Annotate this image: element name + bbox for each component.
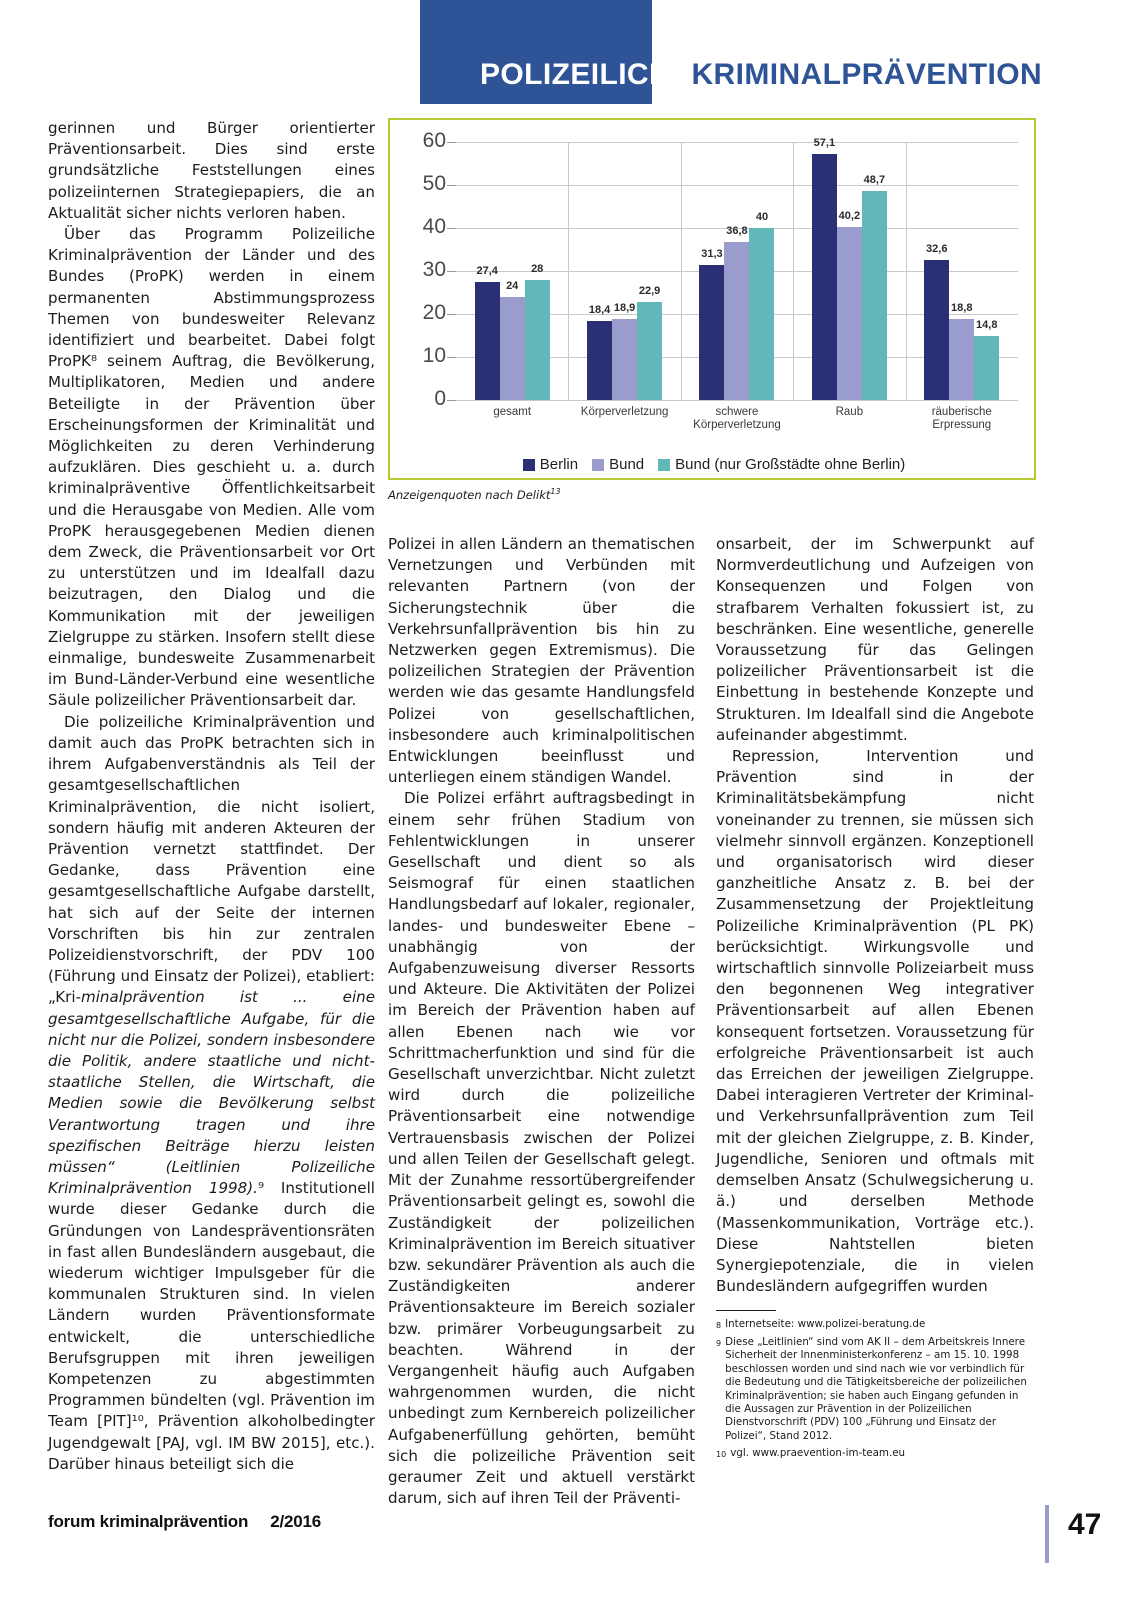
body-column-1 xyxy=(48,118,375,1475)
footnote-text: vgl. www.praevention-im-team.eu xyxy=(730,1447,906,1460)
footnote-item xyxy=(716,1318,1034,1332)
figure-caption xyxy=(388,487,888,502)
footnote-text: Diese „Leitlinien“ sind vom AK II – dem Arbeitskreis Innere Sicherheit der Innenministerkonferenz – am 15. 10. 1998 beschlossen worden und sind nach wie vor verbindlich für die Bedeutung und die Tätigkeitsbereiche der polizeilichen Kriminalprävention; sie haben auch Eingang gefunden in die Aussagen zur Prävention in der Polizeilichen Dienstvorschrift (PDV) 100 „Führung und Einsatz der Polizei“, Stand 2012. xyxy=(725,1336,1027,1442)
chart-legend-swatch xyxy=(523,459,535,471)
chart-bar xyxy=(749,211,774,400)
chart-bar-value-label: 22,9 xyxy=(638,284,661,297)
chart-bar-value-label: 24 xyxy=(506,279,519,292)
chart-bar xyxy=(949,302,974,400)
chart-x-label: gesamt xyxy=(493,406,532,418)
footnote-item xyxy=(716,1336,1034,1443)
footer-issue: 2/2016 xyxy=(270,1512,321,1531)
chart-bar-value-label: 32,6 xyxy=(926,242,948,255)
chart-bar-value-label: 40,2 xyxy=(838,210,861,223)
chart-x-label: Raub xyxy=(835,406,864,418)
chart-x-label: schwere Körperverletzung xyxy=(693,406,781,431)
gridline-0 xyxy=(434,387,1018,410)
chart-bar-value-label: 18,4 xyxy=(588,303,611,316)
chart-legend-label: Berlin xyxy=(539,456,579,473)
footnote-number: 9 xyxy=(716,1339,722,1348)
chart-legend-swatch xyxy=(592,459,604,471)
footnote-separator-rule xyxy=(716,1310,776,1311)
paragraph-c2-1: Polizei in allen Ländern an thematischen Vernetzungen und Verbünden mit relevanten Partnern (von der Sicherungstechnik über die Verkehrsunfallprävention bis hin zu Netzwerken gegen Extremismus). Die polizeilichen Strategien der Prävention werden wie das gesamte Handlungsfeld Polizei von gesellschaftlichen, insbesondere auch kriminalpolitischen Entwicklungen beeinflusst und unterliegen einem ständigen Wandel. xyxy=(388,535,695,787)
body-column-2 xyxy=(388,534,695,1509)
chart-x-label: räuberische Erpressung xyxy=(931,406,992,431)
chart-bar-value-label: 40 xyxy=(755,211,769,223)
chart-legend-item xyxy=(523,456,578,473)
chart-bar xyxy=(862,173,887,400)
chart-plot-area xyxy=(422,129,1018,410)
chart-bar-group xyxy=(587,142,662,400)
ytick-label-60: 60 xyxy=(422,129,446,152)
footer-accent-rule xyxy=(1045,1505,1049,1563)
chart-legend-item xyxy=(592,456,644,473)
chart-bar-value-label: 57,1 xyxy=(813,137,836,150)
ytick-label-10: 10 xyxy=(422,344,446,367)
footnote-list xyxy=(716,1318,1034,1461)
footer-publication-name: forum kriminalprävention xyxy=(48,1512,249,1531)
figure-caption-superscript: 13 xyxy=(550,487,561,496)
paragraph-c3-1: onsarbeit, der im Schwerpunkt auf Normverdeutlichung und Aufzeigen von Konsequenzen und Folgen von strafbarem Verhalten fokussiert ist, zu beschränken. Eine wesentliche, generelle Voraussetzung für das Gelingen polizeilicher Präventionsarbeit ist die Einbettung in bestehende Konzepte und Strukturen. Im Idealfall sind die Angebote aufeinander abgestimmt. xyxy=(716,535,1034,744)
chart-x-axis-labels xyxy=(456,406,1018,452)
page-number: 47 xyxy=(1068,1508,1102,1541)
ytick-label-20: 20 xyxy=(422,301,446,324)
footnote-number: 10 xyxy=(716,1450,727,1460)
paragraph-c1-3-quote: minalprävention ist ... eine gesamtgesellschaftliche Aufgabe, für die nicht nur die Polizei, sondern insbesondere die Politik, andere staatliche und nicht-staatliche Stellen, die Wirtschaft, die Medien sowie die Bevölkerung selbst Verantwortung tragen und ihre spezifischen Beiträge hierzu leisten müssen“ (Leitlinien Polizeiliche Kriminalprävention 1998). xyxy=(48,988,375,1198)
figure-chart xyxy=(388,118,1036,480)
paragraph-c1-3-post: ⁹ Institutionell wurde dieser Gedanke durch die Gründungen von Landespräventionsräten in fast allen Bundesländern ausgebaut, die wiederum wichtiger Impulsgeber für die kommunalen Strukturen sind. In vielen Ländern wurden Präventionsformate entwickelt, die unterschiedliche Berufsgruppen mit ihren jeweiligen Kompetenzen zu abgestimmten Programmen bündelten (vgl. Prävention im Team [PIT]¹⁰, Prävention alkoholbedingter Jugendgewalt [PAJ, vgl. IM BW 2015], etc.). Darüber hinaus beteiligt sich die xyxy=(48,1179,375,1473)
chart-bar-value-label: 14,8 xyxy=(976,319,998,332)
chart-bar xyxy=(974,319,999,400)
chart-bar xyxy=(475,265,500,400)
footnotes-block xyxy=(716,1310,1034,1465)
chart-bar xyxy=(724,224,749,400)
chart-bar xyxy=(525,262,550,400)
header-title-primary: POLIZEILICHE xyxy=(480,58,692,91)
paragraph-c2-2: Die Polizei erfährt auftragsbedingt in einem sehr frühen Stadium von Fehlentwicklungen in unserer Gesellschaft und dient so als Seismograf für einen staatlichen Handlungsbedarf auf lokaler, regionaler, landes- und bundesweiter Ebene – unabhängig von der Aufgabenzuweisung diverser Ressorts und Akteure. Die Aktivitäten der Polizei im Bereich der Prävention haben auf allen Ebenen nach wie vor Schrittmacherfunktion und sind für die Gesellschaft unverzichtbar. Nicht zuletzt wird durch die polizeiliche Präventionsarbeit eine notwendige Vertrauensbasis zwischen der Polizei und allen Teilen der Gesellschaft gelegt. Mit der Zunahme ressortübergreifender Präventionsarbeit gelingt es, sowohl die Zuständigkeit der polizeilichen Kriminalprävention im Bereich situativer bzw. sekundärer Prävention als auch die Zuständigkeiten anderer Präventionsakteure im Bereich sozialer bzw. primärer Vorbeugungsarbeit zu beachten. Während in der Vergangenheit häufig auch Aufgaben wahrgenommen wurden, die nicht unbedingt zum Kernbereich polizeilicher Aufgabenerfüllung gehörten, bemüht sich die polizeiliche Prävention seit geraumer Zeit und aktuell verstärkt darum, sich auf ihren Teil der Präventi- xyxy=(388,789,695,1508)
chart-bar-group xyxy=(812,137,887,400)
paragraph-c3-2: Repression, Intervention und Prävention sind in der Kriminalitätsbekämpfung nicht voneinander zu trennen, sie müssen sich vielmehr sinnvoll ergänzen. Konzeptionell und organisatorisch wird dieser ganzheitliche Ansatz z. B. bei der Zusammensetzung der Projektleitung Polizeiliche Kriminalprävention (PL PK) berücksichtigt. Wirkungsvolle und wirtschaftlich sinnvolle Polizeiarbeit muss den begonnenen Weg integrativer Präventionsarbeit auf allen Ebenen konsequent fortsetzen. Voraussetzung für erfolgreiche Präventionsarbeit ist auch das Erreichen der jeweiligen Zielgruppe. Dabei interagieren Vertreter der Kriminal- und Verkehrsunfallprävention zum Teil mit der gleichen Zielgruppe, z. B. Kinder, Jugendliche, Senioren und oftmals mit demselben Ansatz (Schulwegsicherung u. ä.) und derselben Methode (Massenkommunikation, Vorträge etc.). Diese Nahtstellen bieten Synergiepotenziale, die in vielen Bundesländern aufgegriffen wurden xyxy=(716,747,1034,1296)
chart-bar xyxy=(837,210,862,400)
ytick-label-40: 40 xyxy=(422,215,446,238)
chart-bar xyxy=(812,137,837,400)
chart-bar xyxy=(500,279,525,400)
header-title-secondary: KRIMINALPRÄVENTION xyxy=(691,58,1043,91)
chart-bar xyxy=(587,303,612,400)
chart-legend xyxy=(390,456,1038,473)
chart-bar-group xyxy=(699,142,774,400)
chart-bar-value-label: 27,4 xyxy=(476,265,498,278)
chart-bar-groups xyxy=(456,137,1018,400)
chart-bar xyxy=(924,242,949,400)
chart-bar-value-label: 28 xyxy=(531,262,544,275)
chart-bar-value-label: 36,8 xyxy=(726,224,748,237)
chart-bar-value-label: 31,3 xyxy=(701,248,723,261)
footer-publication xyxy=(48,1512,321,1532)
chart-bar-group xyxy=(924,142,999,400)
figure-caption-text: Anzeigenquoten nach Delikt xyxy=(388,487,551,502)
paragraph-c1-1: gerinnen und Bürger orientierter Präventionsarbeit. Dies sind erste grundsätzliche Feststellungen eines polizeiinternen Strategiepapiers, die an Aktualität sicher nichts verloren haben. xyxy=(48,119,375,222)
chart-bar xyxy=(637,284,662,400)
chart-bar-group xyxy=(475,142,550,400)
chart-legend-label: Bund xyxy=(609,456,645,473)
chart-bar-value-label: 18,8 xyxy=(951,302,973,315)
chart-bar-value-label: 18,9 xyxy=(613,301,636,314)
chart-container xyxy=(388,118,1036,480)
body-column-3 xyxy=(716,534,1034,1297)
ytick-label-50: 50 xyxy=(422,172,446,195)
ytick-label-30: 30 xyxy=(422,258,446,281)
ytick-label-0: 0 xyxy=(434,387,446,410)
chart-bar-value-label: 48,7 xyxy=(863,173,886,186)
header-title xyxy=(420,0,1132,104)
paragraph-c1-2: Über das Programm Polizeiliche Kriminalprävention der Länder und des Bundes (ProPK) werden in einem permanenten Abstimmungsprozess Themen von bundesweiter Relevanz identifiziert und bearbeitet. Dabei folgt ProPK⁸ seinem Auftrag, die Bevölkerung, Multiplikatoren, Medien und andere Beteiligte in der Prävention über Erscheinungsformen der Kriminalität und Möglichkeiten zu deren Verhinderung aufzuklären. Dies geschieht u. a. durch kriminalpräventive Öffentlichkeitsarbeit und die Herausgabe von Medien. Alle vom ProPK herausgegebenen Medien dienen dem Zweck, die Präventionsarbeit vor Ort zu unterstützen und im Idealfall dazu beizutragen, den Dialog und die Kommunikation mit der jeweiligen Zielgruppe zu stärken. Insofern stellt diese einmalige, bundesweite Zusammenarbeit im Bund-Länder-Verbund eine wesentliche Säule polizeilicher Präventionsarbeit dar. xyxy=(48,225,375,710)
chart-x-label: Körperverletzung xyxy=(580,406,669,418)
chart-bar xyxy=(612,301,637,400)
paragraph-c1-3-pre: Die polizeiliche Kriminalprävention und damit auch das ProPK betrachten sich in ihrem Aufgabenverständnis als Teil der gesamtgesellschaftlichen Kriminalprävention, die nicht isoliert, sondern häufig mit anderen Akteuren der Prävention vernetzt stattfindet. Der Gedanke, dass Prävention eine gesamtgesellschaftliche Aufgabe darstellt, hat sich auf der Seite der internen Vorschriften bis hin zur zentralen Polizeidienstvorschrift, der PDV 100 (Führung und Einsatz der Polizei), etabliert: „Kri- xyxy=(48,712,376,1007)
chart-bar xyxy=(699,248,724,400)
footnote-number: 8 xyxy=(716,1321,722,1330)
footnote-text: Internetseite: www.polizei-beratung.de xyxy=(725,1318,926,1330)
chart-legend-swatch xyxy=(658,459,670,471)
page-header xyxy=(0,0,1132,104)
chart-legend-item xyxy=(658,456,905,473)
chart-legend-label: Bund (nur Großstädte ohne Berlin) xyxy=(675,456,906,473)
paragraph-c1-3 xyxy=(48,712,375,1475)
footnote-item xyxy=(716,1447,1034,1461)
